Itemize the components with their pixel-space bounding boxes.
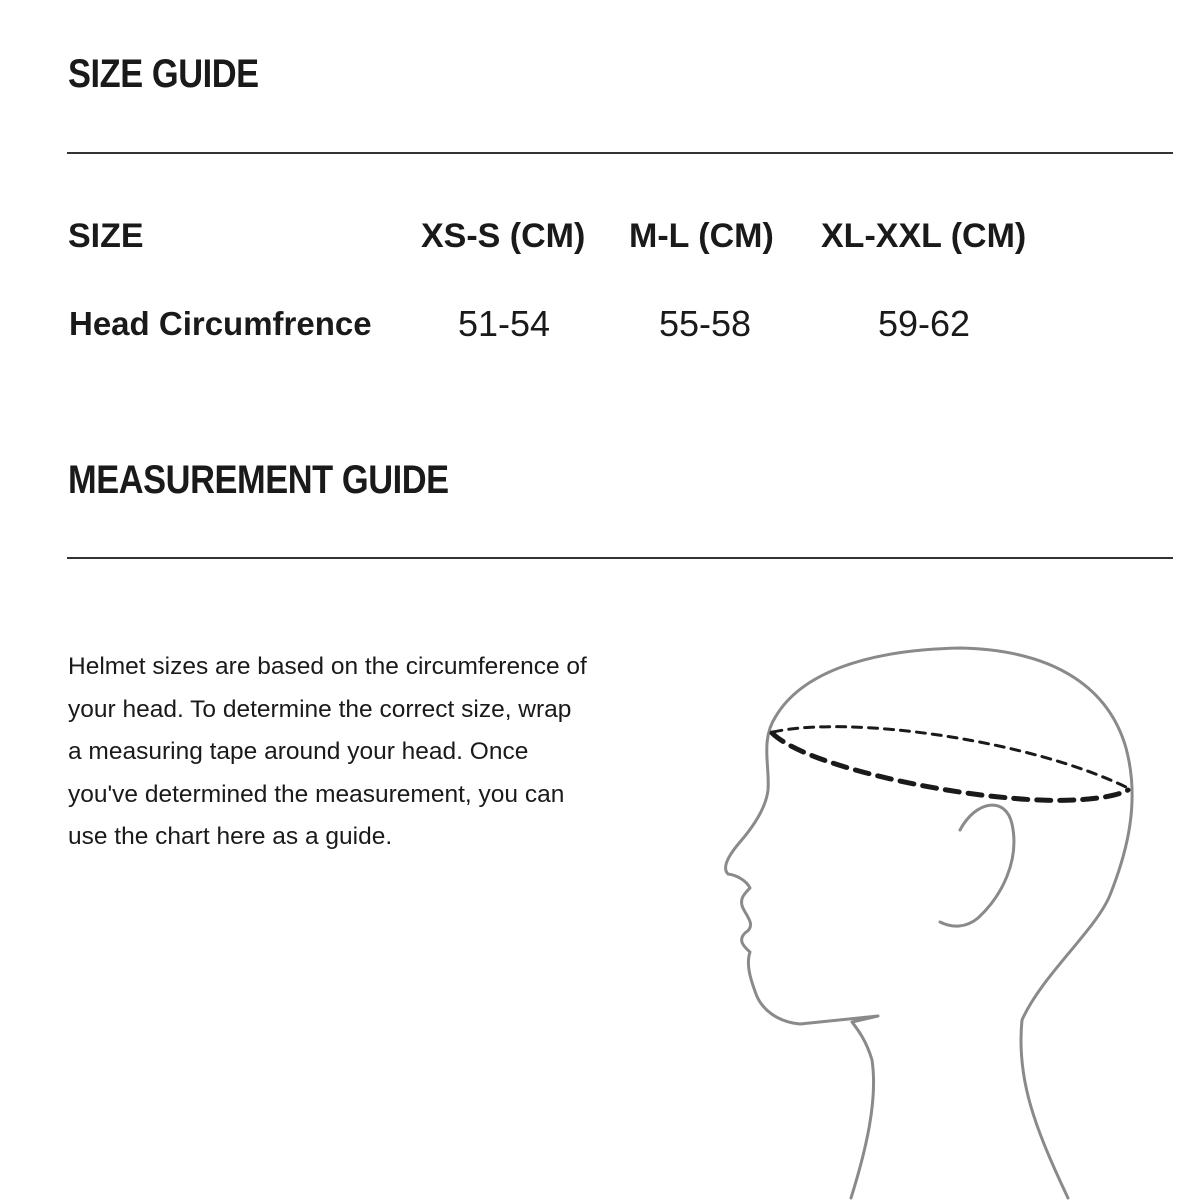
cell-m-l-value: 55-58: [658, 303, 752, 344]
row-label-head-circumference: Head Circumfrence: [69, 305, 372, 342]
column-header-xs-s: XS-S (CM): [421, 217, 586, 255]
tape-back-dashes: [773, 727, 1128, 788]
measurement-guide-divider: [67, 557, 1173, 559]
tape-front-dashes: [772, 733, 1128, 800]
measurement-guide-title: MEASUREMENT GUIDE: [68, 458, 449, 502]
head-outline: [726, 648, 1132, 1198]
cell-xs-s-value: 51-54: [457, 303, 551, 344]
column-header-m-l: M-L (CM): [629, 217, 774, 255]
cell-xl-xxl-value: 59-62: [877, 303, 971, 344]
size-guide-divider: [67, 152, 1173, 154]
ear-outline: [940, 805, 1014, 926]
column-header-xl-xxl: XL-XXL (CM): [821, 217, 1027, 255]
size-guide-title: SIZE GUIDE: [68, 52, 259, 96]
measurement-instructions: Helmet sizes are based on the circumference of your head. To determine the correct size, wrap a measuring tape around your head. Once you've determined the measurement, you can use the chart here as a guide.: [68, 653, 587, 851]
column-header-size: SIZE: [68, 217, 144, 255]
